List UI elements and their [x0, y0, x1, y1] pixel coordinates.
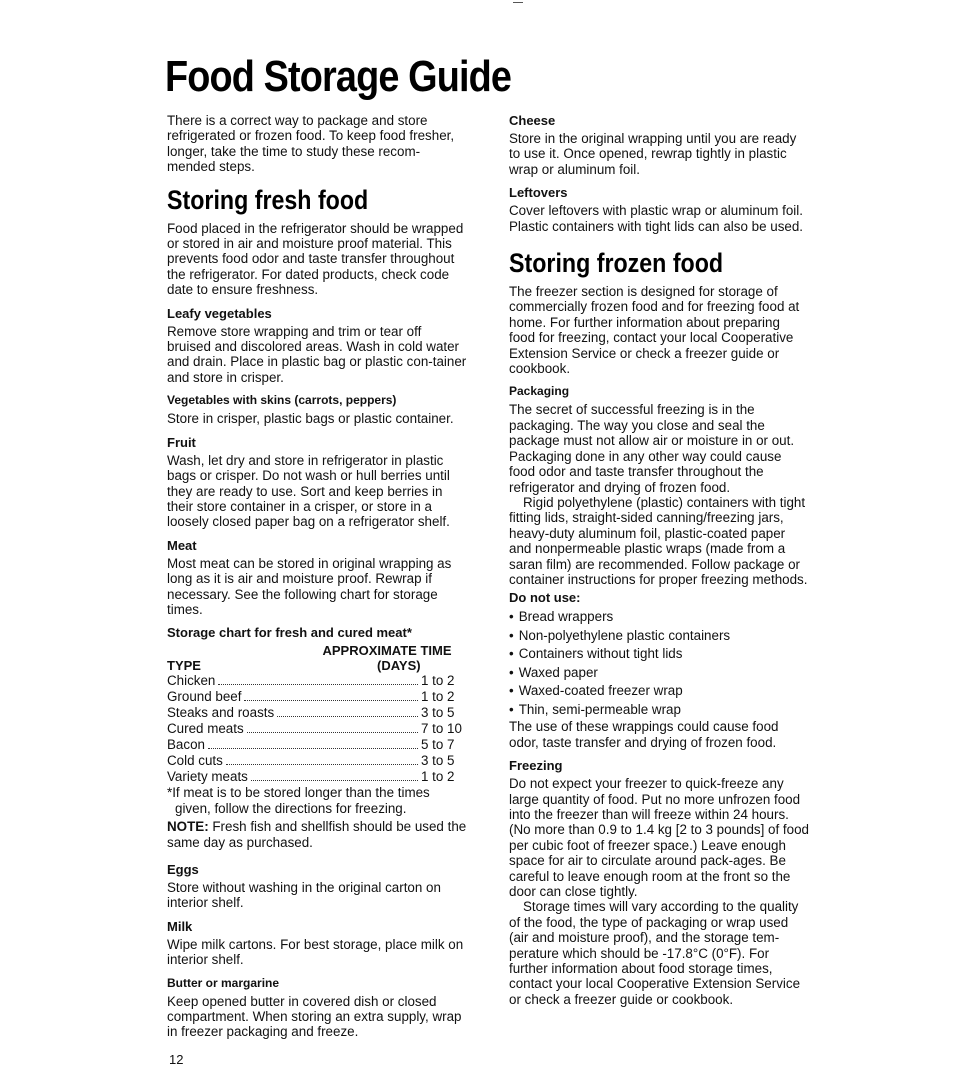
donot-after: The use of these wrappings could cause food odor, taste transfer and drying of frozen food.: [509, 719, 779, 750]
chart-rows: [167, 673, 467, 785]
storage-days: 3 to 5: [421, 753, 455, 769]
col-type-label: TYPE: [167, 658, 201, 674]
milk-text: Wipe milk cartons. For best storage, place milk on interior shelf.: [167, 936, 464, 968]
table-row: [167, 673, 467, 689]
cheese-text: Store in the original wrapping until you are ready to use it. Once opened, rewrap tightly in plastic wrap or aluminum foil.: [509, 131, 797, 177]
list-item: • Thin, semi-permeable wrap: [509, 701, 809, 720]
fresh-heading: Storing fresh food: [167, 184, 369, 215]
meat-storage-chart: [167, 643, 467, 785]
note-paragraph: [167, 819, 467, 850]
dot-leader: [251, 780, 418, 781]
list-item: • Containers without tight lids: [509, 645, 809, 664]
leafy-text: Remove store wrapping and trim or tear off bruised and discolored areas. Wash in cold water and drain. Place in plastic bag or plastic con-tainer and store in crisper.: [167, 323, 467, 385]
list-item: • Waxed paper: [509, 664, 809, 683]
col-time-label-2: (DAYS): [377, 658, 421, 674]
chart-heading: Storage chart for fresh and cured meat*: [167, 625, 412, 641]
storage-days: 1 to 2: [421, 769, 455, 785]
freezing-text-1: Do not expect your freezer to quick-freeze any large quantity of food. Put no more unfrozen food into the freezer than will freeze within 24 hours. (No more than 0.9 to 1.4 kg [2 to 3 pounds] of food per cubic foot of freezer space.) Leave enough space for air to circulate around pack-ages. Be careful to leave enough room at the front so the door can close tightly.: [509, 776, 809, 899]
skins-heading: Vegetables with skins (carrots, peppers): [167, 393, 397, 408]
list-item: • Waxed-coated freezer wrap: [509, 682, 809, 701]
storage-days: 7 to 10: [421, 721, 462, 737]
meat-heading: Meat: [167, 537, 197, 553]
storage-days: 1 to 2: [421, 673, 455, 689]
right-column: [509, 113, 809, 1007]
meat-type: Steaks and roasts: [167, 705, 275, 721]
storage-days: 1 to 2: [421, 689, 455, 705]
storage-days: 5 to 7: [421, 737, 455, 753]
meat-type: Ground beef: [167, 689, 242, 705]
meat-type: Variety meats: [167, 769, 248, 785]
packaging-text-1: The secret of successful freezing is in the packaging. The way you close and seal the package must not allow air or moisture in or out. Packaging done in any other way could cause food odor and taste transfer throughout the refrigerator and drying of frozen food.: [509, 402, 795, 495]
table-row: [167, 689, 467, 705]
storage-days: 3 to 5: [421, 705, 455, 721]
scan-mark: [513, 2, 523, 3]
packaging-heading: Packaging: [509, 384, 570, 399]
frozen-heading: Storing frozen food: [509, 248, 724, 279]
milk-heading: Milk: [167, 918, 193, 934]
frozen-text: The freezer section is designed for storage of commercially frozen food and for freezing food at home. For further information about preparing food for freezing, contact your local Cooperative Extension Service or check a freezer guide or cookbook.: [509, 284, 800, 377]
note-text: Fresh fish and shellfish should be used the same day as purchased.: [167, 819, 467, 850]
dot-leader: [226, 764, 418, 765]
meat-type: Bacon: [167, 737, 205, 753]
meat-type: Cold cuts: [167, 753, 223, 769]
butter-heading: Butter or margarine: [167, 975, 280, 990]
fruit-text: Wash, let dry and store in refrigerator in plastic bags or crisper. Do not wash or hull berries until they are ready to use. Sort and keep berries in their store container in a crisper, or store in a loosely closed paper bag on a refrigerator shelf.: [167, 452, 450, 530]
page-title: Food Storage Guide: [165, 52, 512, 101]
meat-text: Most meat can be stored in original wrapping as long as it is air and moisture proof. Rewrap if necessary. See the following chart for storage times.: [167, 555, 452, 617]
chart-header: [167, 643, 467, 658]
dot-leader: [244, 700, 418, 701]
note-label: NOTE:: [167, 819, 209, 835]
butter-text: Keep opened butter in covered dish or closed compartment. When storing an extra supply, wrap in freezer packaging and freeze.: [167, 993, 462, 1040]
chart-header-row2: [167, 658, 467, 673]
dot-leader: [218, 684, 418, 685]
eggs-heading: Eggs: [167, 861, 199, 877]
intro-text: There is a correct way to package and store refrigerated or frozen food. To keep food fresher, longer, take the time to study these recom-mended steps.: [167, 113, 455, 175]
page-number: 12: [169, 1052, 184, 1067]
leftovers-heading: Leftovers: [509, 185, 568, 201]
dot-leader: [208, 748, 418, 749]
meat-type: Chicken: [167, 673, 216, 689]
eggs-text: Store without washing in the original carton on interior shelf.: [167, 879, 441, 911]
dot-leader: [277, 716, 418, 717]
donot-heading: Do not use:: [509, 590, 581, 606]
table-row: [167, 737, 467, 753]
freezing-text-2: Storage times will vary according to the quality of the food, the type of packaging or wrap used (air and moisture proof), and the storage tem-perature which should be -17.8°C (0°F). For further information about food storage times, contact your local Cooperative Extension Service or check a freezer guide or cookbook.: [509, 899, 801, 1007]
table-row: [167, 705, 467, 721]
fruit-heading: Fruit: [167, 434, 196, 450]
meat-type: Cured meats: [167, 721, 244, 737]
table-row: [167, 721, 467, 737]
col-time-label-1: APPROXIMATE TIME: [322, 643, 452, 659]
skins-text: Store in crisper, plastic bags or plastic container.: [167, 411, 454, 427]
list-item: • Bread wrappers: [509, 608, 809, 627]
leafy-heading: Leafy vegetables: [167, 305, 272, 321]
table-row: [167, 769, 467, 785]
donot-list: [509, 608, 809, 719]
fresh-text: Food placed in the refrigerator should be wrapped or stored in air and moisture proof material. This prevents food odor and taste transfer throughout the refrigerator. For dated products, check code date to ensure freshness.: [167, 220, 464, 298]
left-column: [167, 113, 467, 1040]
dot-leader: [247, 732, 418, 733]
freezing-heading: Freezing: [509, 758, 563, 774]
list-item: • Non-polyethylene plastic containers: [509, 627, 809, 646]
chart-footnote: *If meat is to be stored longer than the times given, follow the directions for freezing.: [167, 785, 430, 816]
packaging-text-2: Rigid polyethylene (plastic) containers with tight fitting lids, straight-sided canning/freezing jars, heavy-duty aluminum foil, plastic-coated paper and nonpermeable plastic wraps (made from a saran film) are recommended. Follow package or container instructions for proper freezing methods.: [509, 494, 808, 587]
table-row: [167, 753, 467, 769]
cheese-heading: Cheese: [509, 113, 556, 128]
leftovers-text: Cover leftovers with plastic wrap or aluminum foil. Plastic containers with tight lids can also be used.: [509, 203, 804, 234]
